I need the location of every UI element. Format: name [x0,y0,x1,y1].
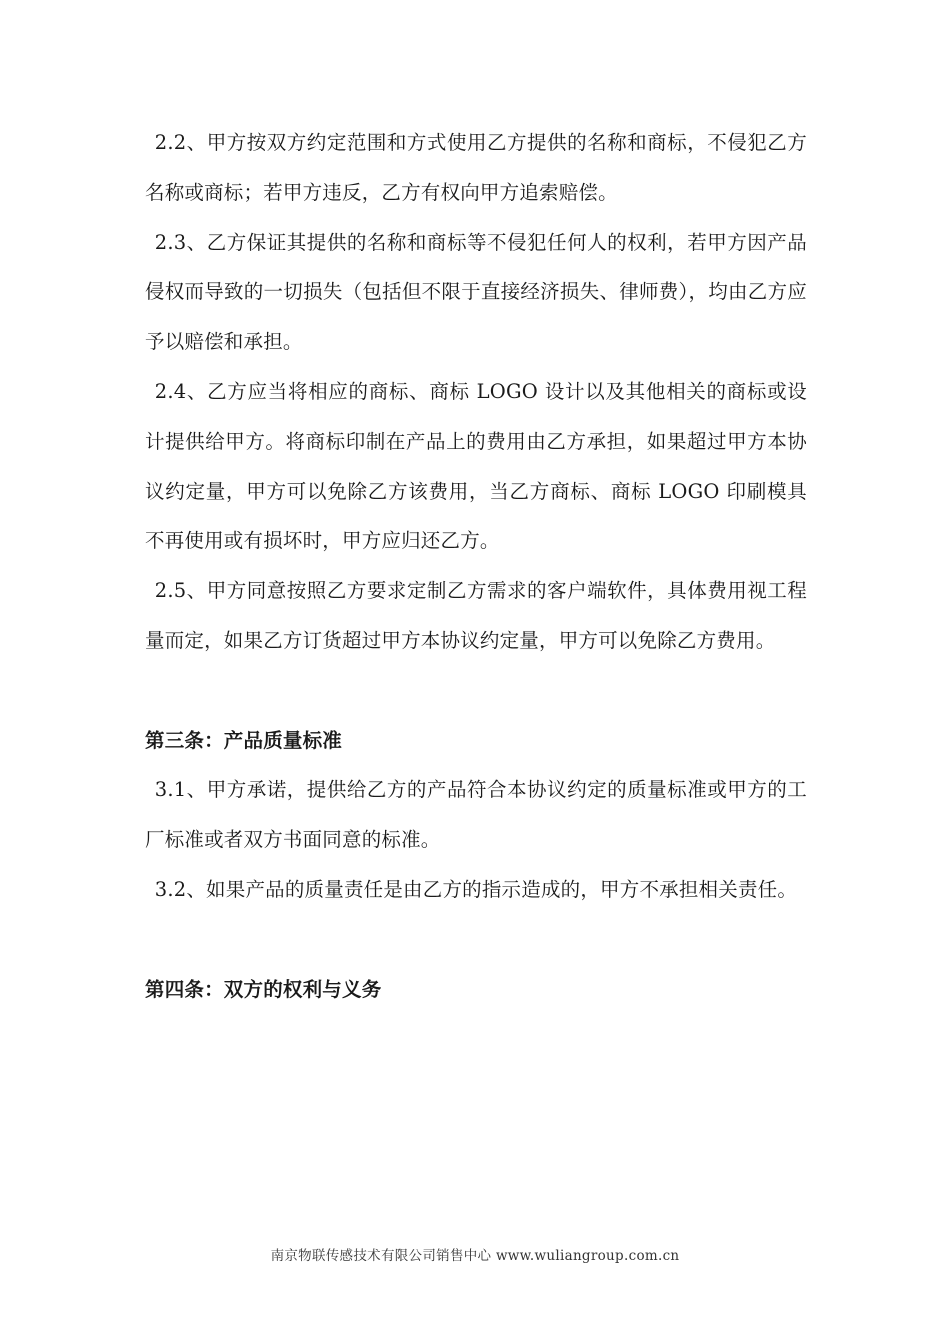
section-spacer [145,915,807,965]
section-heading-4: 第四条：双方的权利与义务 [145,977,382,1001]
section-heading-3: 第三条：产品质量标准 [145,728,343,752]
clause-2-3: 2.3、乙方保证其提供的名称和商标等不侵犯任何人的权利，若甲方因产品侵权而导致的一切损失（包括但不限于直接经济损失、律师费），均由乙方应予以赔偿和承担。 [145,230,807,354]
clause-3-1: 3.1、甲方承诺，提供给乙方的产品符合本协议约定的质量标准或甲方的工厂标准或者双方书面同意的标准。 [145,778,807,852]
section-spacer [145,666,807,716]
page-footer: 南京物联传感技术有限公司销售中心 www.wuliangroup.com.cn [270,1248,680,1264]
clause-2-2: 2.2、甲方按双方约定范围和方式使用乙方提供的名称和商标，不侵犯乙方名称或商标；若甲方违反，乙方有权向甲方追索赔偿。 [145,131,807,204]
clause-2-4: 2.4、乙方应当将相应的商标、商标 LOGO 设计以及其他相关的商标或设计提供给甲方。将商标印制在产品上的费用由乙方承担，如果超过甲方本协议约定量，甲方可以免除乙方该费用，当乙方商标、商标 LOGO 印刷模具不再使用或有损坏时，甲方应归还乙方。 [145,379,807,553]
clause-3-2: 3.2、如果产品的质量责任是由乙方的指示造成的，甲方不承担相关责任。 [154,877,798,901]
document-body [145,118,807,1014]
clause-2-5: 2.5、甲方同意按照乙方要求定制乙方需求的客户端软件，具体费用视工程量而定，如果乙方订货超过甲方本协议约定量，甲方可以免除乙方费用。 [145,579,807,652]
